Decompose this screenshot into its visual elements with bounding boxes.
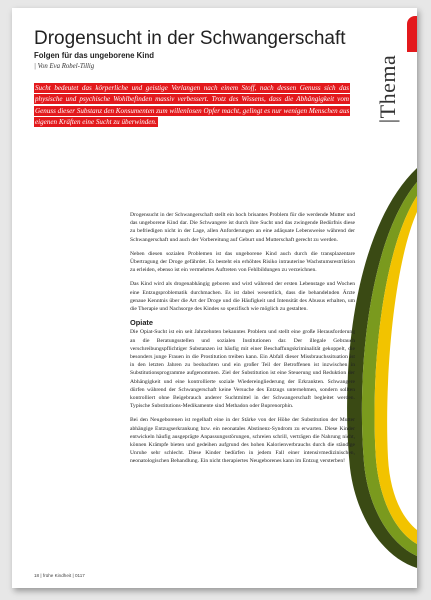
red-corner-tab [407, 16, 417, 52]
section-label [374, 34, 402, 144]
body-paragraph: Neben diesen sozialen Problemen ist das ungeborene Kind auch durch die transplazentare Übertragung der Droge gefährdet. Es besteht ein erhöhtes Risiko intrauterine Wachstumsrestriktion zu erleiden, ebenso ist ein vermehrtes Auftreten von Fehlbildungen zu verzeichnen. [130, 250, 355, 274]
page-footer: 18 | frühe Kindheit | 0117 [34, 573, 85, 578]
section-label-text: |Thema [375, 54, 400, 124]
body-paragraph: Bei den Neugeborenen ist regelhaft eine in der Stärke von der Höhe der Substitution der Mutter abhängige Entzugserkrankung bzw. ein neonatales Abstinenz-Syndrom zu erwarten. Diese Kinder entwickeln häufig ausgeprägte Anpassungsstörungen, schreien schrill, verträgen die Nahrung nicht, können Krämpfe bieten und gedeihen aufgrund des hohen Kalorienverbrauchs durch die ständige Unruhe sehr schlecht. Diese Kinder bedürfen in jedem Fall einer intensivmedizinischen, neonatologischen Behandlung. Ein nicht therapiertes Neugeborenes kann im Entzug versterben! [130, 417, 355, 465]
article-author: | Von Eva Robel-Tillig [34, 63, 95, 70]
lead-text: Sucht bedeutet das körperliche und geistige Verlangen nach einem Stoff, nach dessen Genuss sich das physische und psychische Wohlbefinden massiv verbessert. Trotz des Wissens, dass die Abhängigkeit vom Genuss dieser Substanz den Konsumenten zum willenlosen Opfer macht, gelingt es nur wenigen Menschen aus eigenen Kräften eine Sucht zu überwinden. [35, 84, 350, 126]
body-paragraph: Die Opiat-Sucht ist ein seit Jahrzehnten bekanntes Problem und stellt eine große Herausforderung an die Beratungsstellen und sozialen Institutionen dar. Der illegale Gebrauch verschreibungspflichtiger Substanzen ist häufig mit einer Beschaffungskriminalität gekoppelt, die besonders junge Frauen in die Prostitution treiben kann. Ein Abfall dieser Missbrauchssituation ist in den letzten Jahren zu beobachten und ein großer Teil der Betroffenen ist inzwischen in Substitutionsprogramme aufgenommen. Ziel der Substitution ist eine Steuerung und Reduktion der Abhängigkeit und eine kontrollierte soziale Wiedereingliederung der Erkrankten. Schwangere dürfen während der Schwangerschaft keine Versuche des Entzugs unternehmen, sondern sollten kontrolliert ohne Beigebrauch anderer Suchtmittel in der Schwangerschaft begleitet werden. Typische Substitutions-Medikamente sind Methadon oder Buprenorphin. [130, 329, 355, 410]
body-paragraph: Das Kind wird als drogenabhängig geboren und wird während der ersten Lebenstage und Wochen eine Entzugsproblematik durchmachen. Es ist dabei wesentlich, dass die behandelnden Ärzte genaue Kenntnis über die Art der Droge und die Häufigkeit und Intensität des Abusus erhalten, um die Therapie und Nachsorge des Kindes so spezifisch wie möglich zu gestalten. [130, 281, 355, 313]
article-body [130, 211, 355, 472]
magazine-page [12, 8, 417, 588]
article-subtitle: Folgen für das ungeborene Kind [34, 51, 154, 60]
article-title: Drogensucht in der Schwangerschaft [34, 28, 346, 49]
article-lead [34, 83, 350, 128]
body-paragraph: Drogensucht in der Schwangerschaft stellt ein hoch brisantes Problem für die werdende Mutter und das ungeborene Kind dar. Die Schwangere ist durch ihre Sucht und das zwingende Bedürfnis diese zu befriedigen nicht in der Lage, allen Anforderungen an eine adäquate Lebensweise während der Schwangerschaft und auch der Vorbereitung auf Geburt und Mutterschaft gerecht zu werden. [130, 212, 355, 243]
section-heading-opiate: Opiate [130, 318, 153, 328]
